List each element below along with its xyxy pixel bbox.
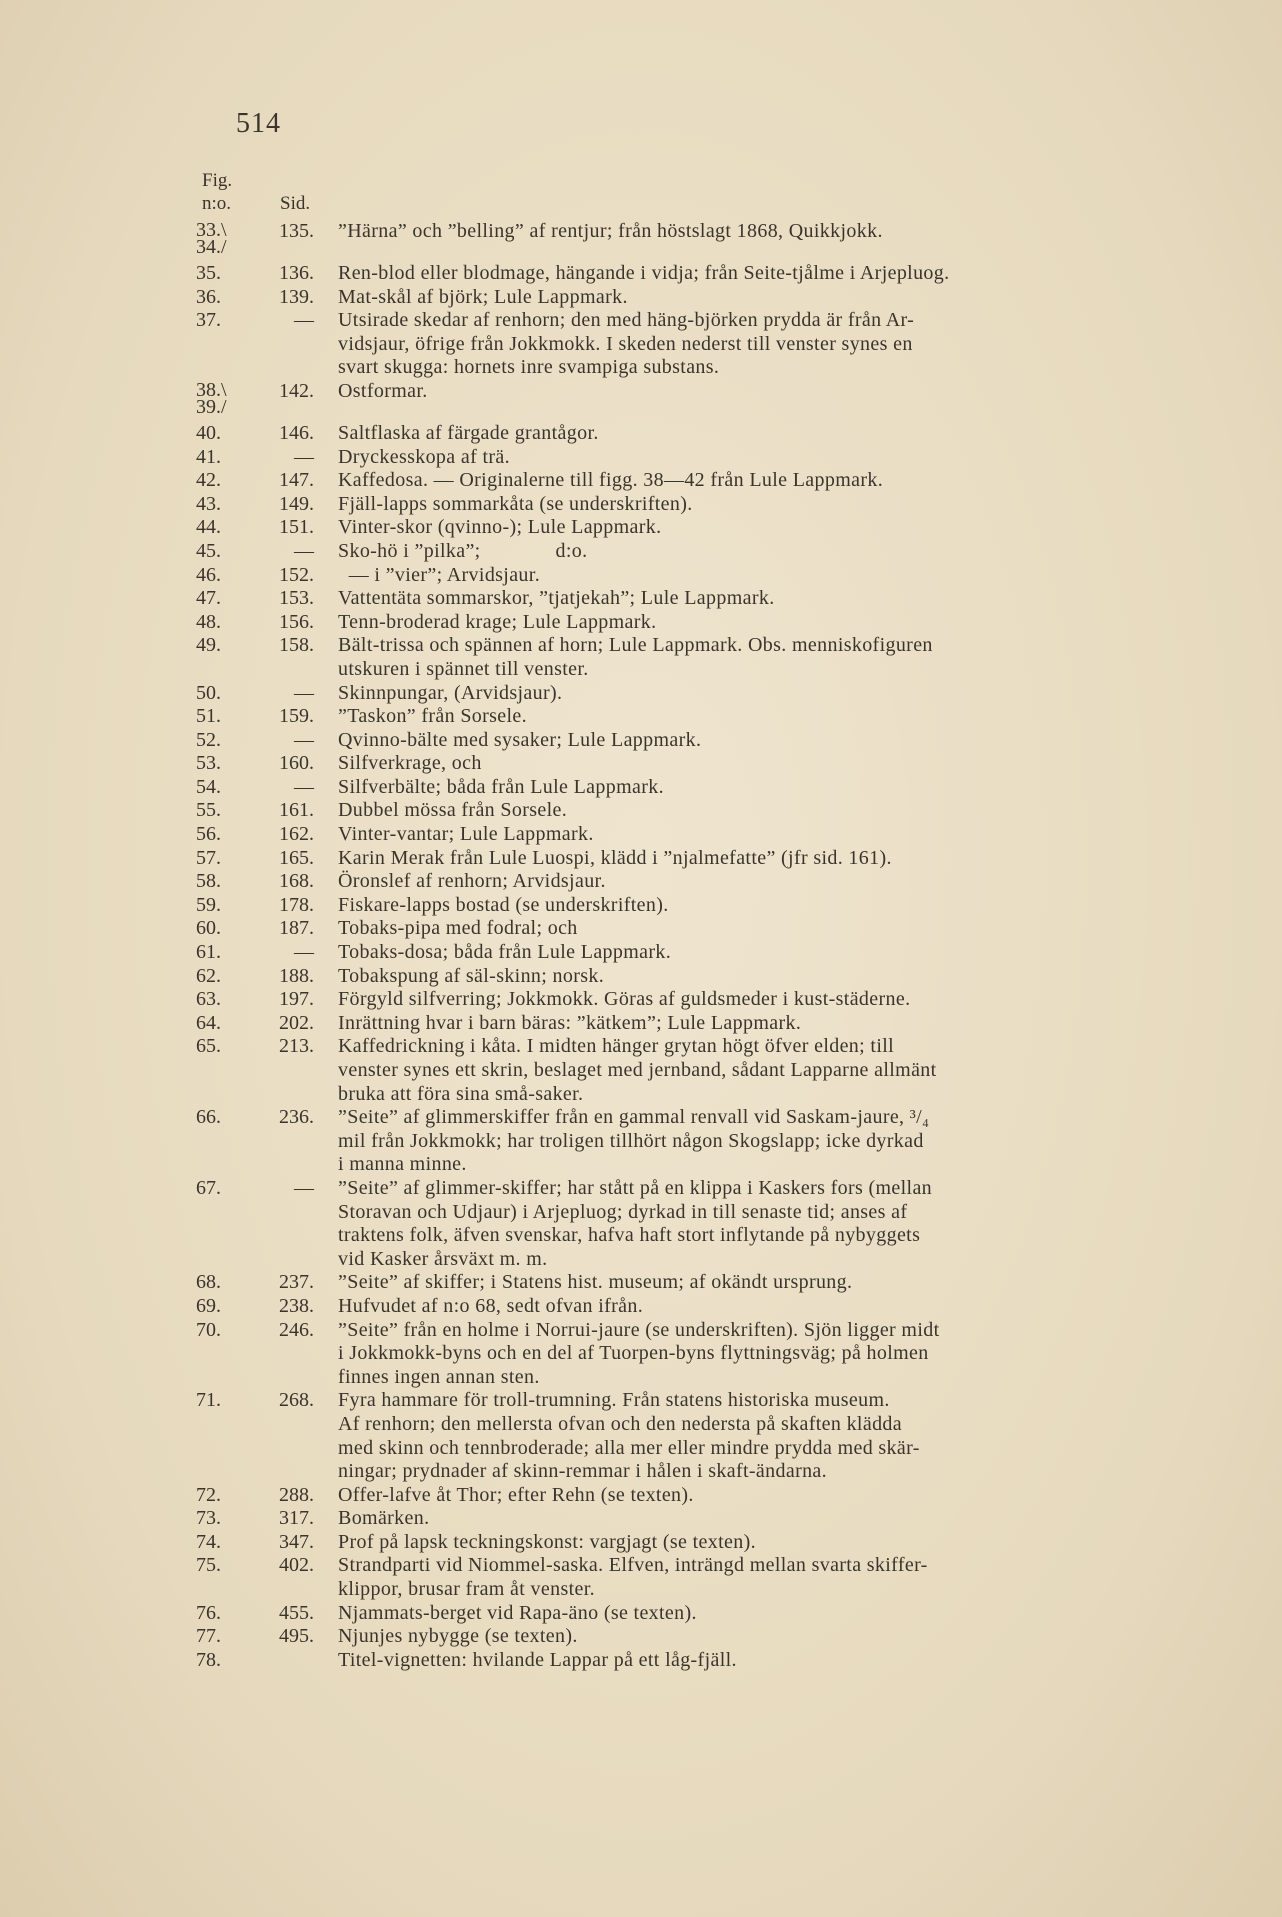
figure-number-part: 52. (196, 728, 221, 751)
caption-line: Prof på lapsk teckningskonst: vargjagt (se texten). (338, 1530, 756, 1553)
figure-number (190, 1554, 262, 1601)
caption-line: i Jokkmokk-byns och en del af Tuorpen-byns flyttningsväg; på holmen (338, 1342, 929, 1365)
page-reference: 139. (279, 285, 314, 308)
figure-number (190, 469, 262, 493)
caption (338, 776, 1180, 800)
page-reference: 147. (279, 469, 314, 492)
header-fig: Fig. (202, 170, 233, 191)
caption-line: Strandparti vid Niommel-saska. Elfven, inträngd mellan svarta skiffer- (338, 1554, 928, 1577)
page-reference: — (294, 445, 314, 468)
caption (338, 752, 1180, 776)
page-reference: — (294, 309, 314, 332)
list-item (190, 847, 1180, 871)
caption (338, 1602, 1180, 1626)
caption (338, 220, 1180, 256)
list-item (190, 1649, 1180, 1673)
caption (338, 286, 1180, 310)
caption-line: traktens folk, äfven svenskar, hafva haft stort inflytande på nybyggets (338, 1224, 921, 1247)
list-item (190, 799, 1180, 823)
page-reference: 347. (279, 1530, 314, 1553)
caption-line: Tobaks-pipa med fodral; och (338, 917, 578, 940)
list-item (190, 894, 1180, 918)
figure-list (190, 220, 1180, 1672)
caption (338, 1295, 1180, 1319)
figure-number-part: 44. (196, 516, 221, 539)
figure-number (190, 493, 262, 517)
caption (338, 1012, 1180, 1036)
figure-number (190, 776, 262, 800)
caption (338, 682, 1180, 706)
figure-number-part: 63. (196, 988, 221, 1011)
page-reference: 162. (279, 823, 314, 846)
caption-line: klippor, brusar fram åt venster. (338, 1578, 595, 1601)
figure-number (190, 894, 262, 918)
caption-line: Fyra hammare för troll-trumning. Från statens historiska museum. (338, 1389, 890, 1412)
caption (338, 309, 1180, 380)
caption-line: Inrättning hvar i barn bäras: ”kätkem”; Lule Lappmark. (338, 1011, 802, 1034)
figure-number-part: 69. (196, 1294, 221, 1317)
figure-number-part: 56. (196, 823, 221, 846)
caption (338, 540, 1180, 564)
list-item (190, 380, 1180, 416)
caption-line: ”Taskon” från Sorsele. (338, 705, 528, 728)
page-reference: 246. (279, 1318, 314, 1341)
figure-number (190, 1649, 262, 1673)
caption-line: Karin Merak från Lule Luospi, klädd i ”njalmefatte” (jfr sid. 161). (338, 846, 892, 869)
figure-number (190, 941, 262, 965)
figure-number (190, 286, 262, 310)
figure-number (190, 752, 262, 776)
caption (338, 469, 1180, 493)
caption-line: Dubbel mössa från Sorsele. (338, 799, 568, 822)
list-item (190, 262, 1180, 286)
caption-line: Tobaks-dosa; båda från Lule Lappmark. (338, 941, 672, 964)
figure-number (190, 1271, 262, 1295)
caption-line: Skinnpungar, (Arvidsjaur). (338, 681, 563, 704)
caption (338, 988, 1180, 1012)
page-reference: 160. (279, 752, 314, 775)
figure-number-part: 51. (196, 705, 221, 728)
page-number: 514 (236, 108, 281, 139)
list-item (190, 965, 1180, 989)
figure-number (190, 1106, 262, 1177)
caption (338, 634, 1180, 681)
figure-number-part: 64. (196, 1011, 221, 1034)
caption (338, 1507, 1180, 1531)
figure-number (190, 516, 262, 540)
list-item (190, 1625, 1180, 1649)
figure-number (190, 380, 262, 416)
caption-line: Tenn-broderad krage; Lule Lappmark. (338, 610, 657, 633)
caption (338, 380, 1180, 416)
list-item (190, 1177, 1180, 1271)
figure-number (190, 799, 262, 823)
caption-line: Utsirade skedar af renhorn; den med häng-björken prydda är från Ar- (338, 309, 915, 332)
list-item (190, 634, 1180, 681)
caption (338, 262, 1180, 286)
caption-line: Njammats-berget vid Rapa-äno (se texten). (338, 1601, 697, 1624)
figure-number (190, 1602, 262, 1626)
list-item (190, 1319, 1180, 1390)
page-reference: 213. (279, 1035, 314, 1058)
caption (338, 941, 1180, 965)
figure-number (190, 262, 262, 286)
caption-line: Tobakspung af säl-skinn; norsk. (338, 964, 605, 987)
caption-line: med skinn och tennbroderade; alla mer eller mindre prydda med skär- (338, 1436, 920, 1459)
caption-line: Hufvudet af n:o 68, sedt ofvan ifrån. (338, 1294, 644, 1317)
list-item (190, 446, 1180, 470)
figure-number-part: 37. (196, 309, 221, 332)
list-item (190, 1554, 1180, 1601)
caption (338, 1035, 1180, 1106)
caption-line: i manna minne. (338, 1153, 467, 1176)
figure-number-part: 68. (196, 1271, 221, 1294)
caption-line: vid Kasker årsväxt m. m. (338, 1247, 548, 1270)
caption-line: vidsjaur, öfrige från Jokkmokk. I skeden nederst till venster synes en (338, 332, 913, 355)
page-reference: — (294, 1176, 314, 1199)
figure-number-part: 50. (196, 681, 221, 704)
caption-line: mil från Jokkmokk; har troligen tillhört någon Skogslapp; icke dyrkad (338, 1129, 924, 1152)
page-reference (262, 1649, 338, 1673)
caption (338, 611, 1180, 635)
figure-number-part: 60. (196, 917, 221, 940)
caption-line: utskuren i spännet till venster. (338, 657, 589, 680)
list-item (190, 1106, 1180, 1177)
page-reference: — (294, 728, 314, 751)
list-item (190, 1484, 1180, 1508)
caption (338, 917, 1180, 941)
caption-line: — i ”vier”; Arvidsjaur. (338, 563, 541, 586)
page-reference: — (294, 775, 314, 798)
page-reference: 178. (279, 893, 314, 916)
caption-line: Kaffedrickning i kåta. I midten hänger grytan högt öfver elden; till (338, 1035, 895, 1058)
caption (338, 1554, 1180, 1601)
list-item (190, 870, 1180, 894)
header-nr: n:o. (202, 193, 232, 214)
caption (338, 965, 1180, 989)
caption (338, 870, 1180, 894)
list-item (190, 469, 1180, 493)
figure-number-part: 59. (196, 893, 221, 916)
figure-number-part: 74. (196, 1530, 221, 1553)
figure-number (190, 1319, 262, 1390)
caption (338, 847, 1180, 871)
caption-line: ningar; prydnader af skinn-remmar i hålen i skaft-ändarna. (338, 1460, 828, 1483)
caption (338, 1177, 1180, 1271)
page-reference: 156. (279, 610, 314, 633)
figure-number (190, 446, 262, 470)
page-reference: 187. (279, 917, 314, 940)
caption (338, 799, 1180, 823)
caption (338, 823, 1180, 847)
figure-number (190, 1484, 262, 1508)
page-reference: 149. (279, 492, 314, 515)
caption (338, 422, 1180, 446)
figure-number-part: 62. (196, 964, 221, 987)
caption-line: ”Seite” från en holme i Norrui-jaure (se underskriften). Sjön ligger midt (338, 1318, 940, 1341)
figure-number (190, 1531, 262, 1555)
caption (338, 729, 1180, 753)
page-reference: — (294, 681, 314, 704)
figure-number (190, 587, 262, 611)
caption-line: Silfverkrage, och (338, 752, 482, 775)
list-item (190, 1271, 1180, 1295)
caption-line: Storavan och Udjaur) i Arjepluog; dyrkad in till senaste tid; anses af (338, 1200, 908, 1223)
caption (338, 516, 1180, 540)
figure-number-part: 58. (196, 870, 221, 893)
page-reference: 151. (279, 516, 314, 539)
caption-line: ”Seite” af glimmerskiffer från en gammal renvall vid Saskam-jaure, ³/₄ (338, 1106, 930, 1129)
figure-number-part: 53. (196, 752, 221, 775)
caption-line: venster synes ett skrin, beslaget med jernband, sådant Lapparne allmänt (338, 1059, 937, 1081)
list-item (190, 516, 1180, 540)
page-reference: 152. (279, 563, 314, 586)
caption (338, 1319, 1180, 1390)
caption-line: Ostformar. (338, 379, 428, 402)
figure-number (190, 220, 262, 256)
page-reference: 237. (279, 1271, 314, 1294)
page-reference: — (294, 941, 314, 964)
caption (338, 446, 1180, 470)
caption (338, 1389, 1180, 1483)
list-item (190, 564, 1180, 588)
figure-number-part: 55. (196, 799, 221, 822)
caption-line: Öronslef af renhorn; Arvidsjaur. (338, 870, 606, 893)
caption (338, 1271, 1180, 1295)
figure-number (190, 611, 262, 635)
caption-line: Af renhorn; den mellersta ofvan och den nedersta på skaften klädda (338, 1412, 902, 1435)
caption-line: Vattentäta sommarskor, ”tjatjekah”; Lule Lappmark. (338, 587, 775, 610)
page-reference: 158. (279, 634, 314, 657)
figure-number-part: 41. (196, 445, 221, 468)
figure-number (190, 1012, 262, 1036)
figure-number (190, 729, 262, 753)
caption-line: Vinter-vantar; Lule Lappmark. (338, 823, 594, 846)
figure-number-part: 39./ (196, 395, 227, 418)
list-item (190, 776, 1180, 800)
page-reference: 142. (279, 379, 314, 402)
caption (338, 587, 1180, 611)
caption (338, 1531, 1180, 1555)
figure-number (190, 823, 262, 847)
figure-number (190, 634, 262, 681)
list-item (190, 422, 1180, 446)
figure-number-part: 67. (196, 1176, 221, 1199)
figure-number (190, 564, 262, 588)
figure-number-part: 78. (196, 1648, 221, 1671)
page-reference: 165. (279, 846, 314, 869)
caption (338, 1625, 1180, 1649)
figure-number (190, 540, 262, 564)
figure-number-part: 49. (196, 634, 221, 657)
caption-line: Kaffedosa. — Originalerne till figg. 38—42 från Lule Lappmark. (338, 469, 884, 492)
page-reference: 238. (279, 1294, 314, 1317)
figure-number (190, 422, 262, 446)
caption-line: bruka att föra sina små-saker. (338, 1082, 584, 1105)
figure-number-part: 71. (196, 1389, 221, 1412)
caption-line: svart skugga: hornets inre svampiga substans. (338, 356, 720, 379)
page-reference: 317. (279, 1507, 314, 1530)
caption-line: Fjäll-lapps sommarkåta (se underskriften). (338, 492, 693, 515)
figure-number (190, 1625, 262, 1649)
caption (338, 1649, 1180, 1673)
figure-number-part: 36. (196, 285, 221, 308)
figure-number-part: 61. (196, 941, 221, 964)
caption-line: Bomärken. (338, 1507, 430, 1530)
figure-number (190, 309, 262, 380)
figure-number-part: 45. (196, 539, 221, 562)
figure-number (190, 988, 262, 1012)
figure-number-part: 76. (196, 1601, 221, 1624)
figure-number-part: 72. (196, 1483, 221, 1506)
page-reference: 236. (279, 1106, 314, 1129)
list-item (190, 1035, 1180, 1106)
figure-number (190, 705, 262, 729)
list-item (190, 587, 1180, 611)
list-item (190, 1389, 1180, 1483)
figure-number-part: 75. (196, 1554, 221, 1577)
caption-line: Titel-vignetten: hvilande Lappar på ett låg-fjäll. (338, 1648, 737, 1671)
figure-number-part: 42. (196, 469, 221, 492)
list-item (190, 220, 1180, 256)
page-reference: 188. (279, 964, 314, 987)
page-reference: 146. (279, 421, 314, 444)
caption-line: Saltflaska af färgade grantågor. (338, 421, 599, 444)
list-item (190, 941, 1180, 965)
list-item (190, 309, 1180, 380)
figure-number-part: 77. (196, 1625, 221, 1648)
list-item (190, 286, 1180, 310)
figure-number-part: 40. (196, 421, 221, 444)
list-item (190, 1531, 1180, 1555)
page-reference: 202. (279, 1011, 314, 1034)
figure-number-part: 70. (196, 1318, 221, 1341)
caption-line: Qvinno-bälte med sysaker; Lule Lappmark. (338, 728, 702, 751)
caption (338, 705, 1180, 729)
list-item (190, 917, 1180, 941)
figure-number-part: 35. (196, 262, 221, 284)
caption-line: Mat-skål af björk; Lule Lappmark. (338, 285, 628, 308)
figure-number (190, 1035, 262, 1106)
caption-line: Bält-trissa och spännen af horn; Lule Lappmark. Obs. menniskofiguren (338, 634, 933, 657)
page-reference: 161. (279, 799, 314, 822)
page-reference: 135. (279, 220, 314, 242)
list-item (190, 988, 1180, 1012)
figure-number-part: 54. (196, 775, 221, 798)
page-reference: 455. (279, 1601, 314, 1624)
figure-number (190, 870, 262, 894)
caption-line: Dryckesskopa af trä. (338, 445, 510, 468)
caption-line: finnes ingen annan sten. (338, 1365, 540, 1388)
caption-line: Fiskare-lapps bostad (se underskriften). (338, 893, 669, 916)
caption-line: ”Seite” af glimmer-skiffer; har stått på en klippa i Kaskers fors (mellan (338, 1176, 933, 1199)
figure-number (190, 1389, 262, 1483)
figure-number-part: 73. (196, 1507, 221, 1530)
list-item (190, 1012, 1180, 1036)
caption-line: ”Seite” af skiffer; i Statens hist. museum; af okändt ursprung. (338, 1271, 853, 1294)
page-reference: 495. (279, 1625, 314, 1648)
figure-number-part: 48. (196, 610, 221, 633)
caption-line: ”Härna” och ”belling” af rentjur; från höstslagt 1868, Quikkjokk. (338, 220, 883, 242)
list-item (190, 540, 1180, 564)
list-item (190, 1295, 1180, 1319)
page-reference: 153. (279, 587, 314, 610)
caption (338, 1484, 1180, 1508)
page-reference: 402. (279, 1554, 314, 1577)
figure-number-part: 33.\ (196, 219, 227, 241)
figure-number-part: 57. (196, 846, 221, 869)
figure-number-part: 65. (196, 1035, 221, 1058)
figure-number (190, 1507, 262, 1531)
page-reference: — (294, 539, 314, 562)
figure-number (190, 1295, 262, 1319)
caption (338, 1106, 1180, 1177)
header-sid: Sid. (280, 193, 311, 214)
list-item (190, 823, 1180, 847)
figure-number-part: 46. (196, 563, 221, 586)
list-item (190, 493, 1180, 517)
caption-line: Offer-lafve åt Thor; efter Rehn (se texten). (338, 1483, 694, 1506)
figure-number-part: 47. (196, 587, 221, 610)
caption-line: Vinter-skor (qvinno-); Lule Lappmark. (338, 516, 662, 539)
page-reference: 136. (279, 262, 314, 284)
caption-line: Ren-blod eller blodmage, hängande i vidja; från Seite-tjålme i Arjepluog. (338, 262, 950, 284)
caption-line: Förgyld silfverring; Jokkmokk. Göras af guldsmeder i kust-städerne. (338, 988, 911, 1011)
caption (338, 564, 1180, 588)
figure-number-part: 43. (196, 492, 221, 515)
figure-number-part: 34./ (196, 236, 227, 258)
figure-number-part: 66. (196, 1106, 221, 1129)
figure-number (190, 965, 262, 989)
list-item (190, 705, 1180, 729)
caption-line: Njunjes nybygge (se texten). (338, 1625, 578, 1648)
page-reference: 288. (279, 1483, 314, 1506)
figure-number (190, 1177, 262, 1271)
figure-number (190, 847, 262, 871)
figure-number-part: 38.\ (196, 378, 227, 401)
page-reference: 268. (279, 1389, 314, 1412)
caption-line: Sko-hö i ”pilka”; d:o. (338, 539, 588, 562)
list-item (190, 1602, 1180, 1626)
caption-line: Silfverbälte; båda från Lule Lappmark. (338, 775, 664, 798)
page-reference: 168. (279, 870, 314, 893)
page-reference: 197. (279, 988, 314, 1011)
list-item (190, 611, 1180, 635)
list-item (190, 752, 1180, 776)
caption (338, 493, 1180, 517)
figure-number (190, 917, 262, 941)
caption (338, 894, 1180, 918)
list-item (190, 729, 1180, 753)
figure-number (190, 682, 262, 706)
list-item (190, 682, 1180, 706)
list-item (190, 1507, 1180, 1531)
page-reference: 159. (279, 705, 314, 728)
